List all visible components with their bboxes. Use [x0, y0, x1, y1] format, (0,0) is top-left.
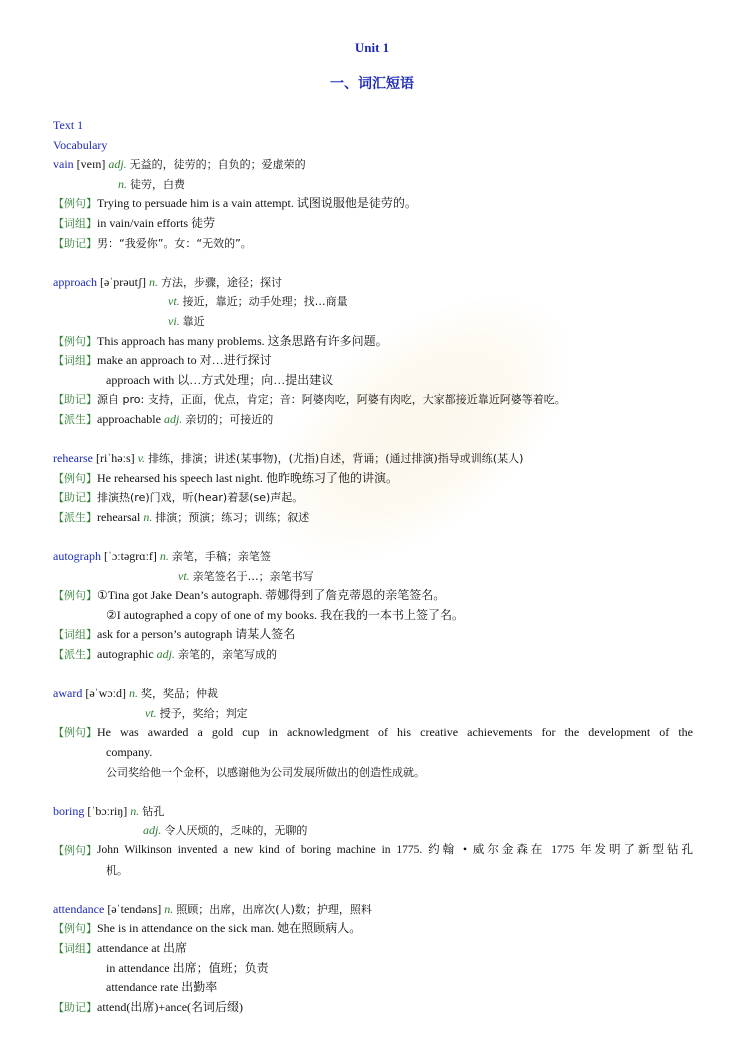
pos: n.	[164, 901, 174, 916]
example: ①Tina got Jake Dean’s autograph. 蒂娜得到了詹克蒂恩的亲笔签名。	[97, 588, 446, 603]
pos: adj.	[163, 411, 183, 426]
example-translation: 公司奖给他一个金杯，以感谢他为公司发展所做出的创造性成就。	[106, 765, 425, 779]
tag-example: 【例句】	[53, 589, 97, 603]
definition: 靠近	[182, 314, 205, 328]
pos: vt.	[168, 294, 180, 309]
derived-word: rehearsal	[97, 509, 141, 524]
tag-phrase: 【词组】	[53, 628, 97, 642]
definition: 排演；预演；练习；训练；叙述	[155, 510, 310, 524]
unit-title: Unit 1	[354, 40, 390, 55]
example: 机。	[106, 863, 128, 877]
tag-memory: 【助记】	[53, 1000, 97, 1014]
definition: 钻孔	[142, 804, 165, 818]
memory-aid: 源自 pro: 支持，正面，优点，肯定；音：阿婆肉吃，阿婆有肉吃，大家都接近靠近阿婆等着吃。	[97, 393, 566, 407]
definition: 令人厌烦的，乏味的，无聊的	[164, 824, 308, 838]
definition: 亲笔签名于…；亲笔书写	[192, 569, 314, 583]
pos: adj.	[143, 823, 162, 838]
tag-memory: 【助记】	[53, 393, 97, 407]
definition: 方法，步骤，途径；探讨	[160, 275, 282, 289]
phonetic: [veɪn]	[76, 157, 106, 172]
phonetic: [əˈtendəns]	[107, 901, 162, 916]
example: This approach has many problems. 这条思路有许多问题。	[97, 333, 388, 348]
memory-aid: 排演热(re)门戏，听(hear)着瑟(se)声起。	[97, 491, 304, 505]
tag-example: 【例句】	[53, 843, 97, 857]
example: Trying to persuade him is a vain attempt. 试图说服他是徒劳的。	[97, 196, 417, 211]
definition: 排练，排演；讲述(某事物)，(尤指)自述，背诵；(通过排演)指导或训练(某人)	[148, 452, 524, 466]
example: He was awarded a gold cup in acknowledgment of his creative achievements for the development of the	[97, 725, 693, 740]
pos: n.	[159, 549, 169, 564]
definition: 亲笔，手稿；亲笔签	[171, 550, 271, 564]
tag-derived: 【派生】	[53, 510, 97, 524]
vocabulary-content	[53, 116, 693, 1017]
pos: n.	[128, 686, 138, 701]
entry-autograph	[53, 547, 693, 665]
entry-attendance	[53, 900, 693, 1018]
phonetic: [əˈprəutʃ]	[99, 274, 146, 289]
phrase: attendance at 出席	[97, 940, 187, 955]
memory-aid: attend(出席)+ance(名词后缀)	[97, 999, 244, 1014]
phrase: in vain/vain efforts 徒劳	[97, 215, 216, 230]
definition: 亲切的；可接近的	[185, 412, 274, 426]
pos: adj.	[156, 647, 175, 662]
memory-aid: 男：“我爱你”。女：“无效的”。	[97, 236, 252, 250]
phrase: attendance rate 出勤率	[106, 980, 218, 995]
tag-example: 【例句】	[53, 197, 97, 211]
definition: 无益的，徒劳的；自负的；爱虚荣的	[129, 158, 306, 172]
entry-vain	[53, 155, 693, 253]
phonetic: [ˈɔːtəgrɑːf]	[103, 549, 157, 564]
tag-phrase: 【词组】	[53, 216, 97, 230]
pos: n.	[148, 274, 158, 289]
headword: award	[53, 686, 83, 701]
vocab-label: Vocabulary	[53, 137, 108, 152]
tag-example: 【例句】	[53, 334, 97, 348]
definition: 授予，奖给；判定	[159, 706, 248, 720]
derived-word: autographic	[97, 647, 154, 662]
tag-phrase: 【词组】	[53, 354, 97, 368]
phonetic: [əˈwɔːd]	[85, 686, 126, 701]
phrase: ask for a person’s autograph 请某人签名	[97, 627, 296, 642]
phrase: approach with 以…方式处理；向…提出建议	[106, 372, 334, 387]
entry-award	[53, 684, 693, 782]
pos: vt.	[145, 705, 157, 720]
pos: adj.	[108, 157, 127, 172]
tag-derived: 【派生】	[53, 648, 97, 662]
definition: 照顾；出席，出席次(人)数；护理，照料	[176, 902, 372, 916]
pos: v.	[137, 451, 146, 466]
headword: vain	[53, 157, 74, 172]
definition: 亲笔的，亲笔写成的	[178, 648, 277, 662]
definition: 奖，奖品；仲裁	[140, 687, 218, 701]
headword: attendance	[53, 901, 105, 916]
phonetic: [riˈhəːs]	[95, 451, 135, 466]
pos: n.	[118, 176, 127, 191]
tag-example: 【例句】	[53, 726, 97, 740]
example: She is in attendance on the sick man. 她在照顾病人。	[97, 921, 362, 936]
pos: vi.	[168, 313, 180, 328]
definition: 徒劳，白费	[130, 177, 185, 191]
phrase: make an approach to 对…进行探讨	[97, 353, 272, 368]
example: ②I autographed a copy of one of my books. 我在我的一本书上签了名。	[106, 607, 465, 622]
tag-example: 【例句】	[53, 922, 97, 936]
definition: 接近，靠近；动手处理；找…商量	[182, 295, 348, 309]
tag-derived: 【派生】	[53, 412, 97, 426]
tag-example: 【例句】	[53, 471, 97, 485]
example: company.	[106, 745, 153, 759]
example: He rehearsed his speech last night. 他昨晚练习了他的讲演。	[97, 470, 398, 485]
pos: n.	[130, 803, 140, 818]
tag-memory: 【助记】	[53, 236, 97, 250]
derived-word: approachable	[97, 411, 161, 426]
tag-phrase: 【词组】	[53, 941, 97, 955]
headword: approach	[53, 274, 97, 289]
headword: rehearse	[53, 451, 93, 466]
entry-approach	[53, 273, 693, 430]
phonetic: [ˈbɔːriŋ]	[87, 803, 128, 818]
headword: autograph	[53, 549, 101, 564]
text-label: Text 1	[53, 118, 84, 132]
entry-rehearse	[53, 449, 693, 527]
pos: n.	[143, 509, 153, 524]
entry-boring	[53, 802, 693, 880]
headword: boring	[53, 803, 85, 818]
example: John Wilkinson invented a new kind of boring machine in 1775. 约翰 • 威尔金森在 1775 年发明了新型钻孔	[97, 843, 693, 856]
section-title: 一、词汇短语	[330, 76, 414, 92]
phrase: in attendance 出席；值班；负责	[106, 960, 269, 975]
tag-memory: 【助记】	[53, 491, 97, 505]
pos: vt.	[178, 568, 190, 583]
